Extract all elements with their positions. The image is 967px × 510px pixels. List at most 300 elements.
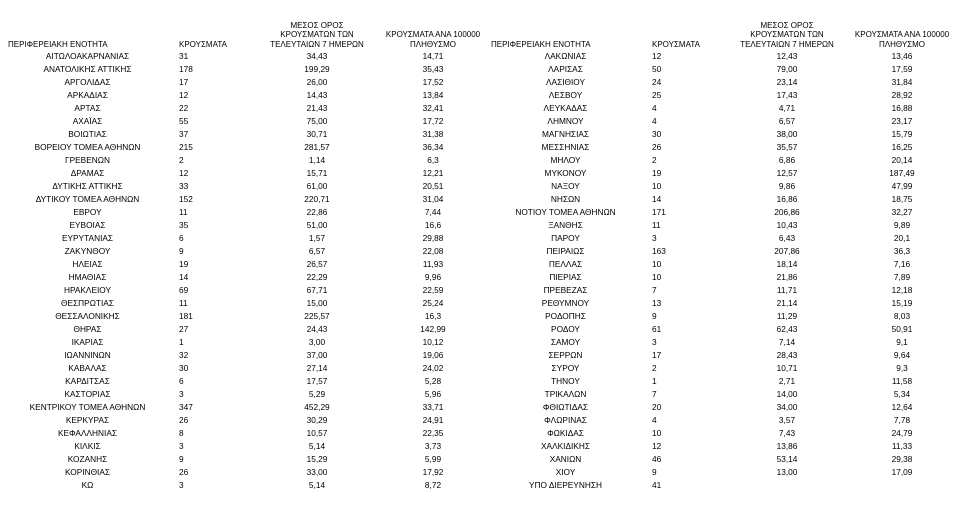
left-per-100k-cell: 12,21 — [422, 168, 444, 178]
right-per-100k-cell: 18,75 — [891, 194, 913, 204]
right-cases-cell: 10 — [652, 272, 662, 282]
right-region-name: ΝΑΞΟΥ — [551, 181, 580, 191]
left-region-name: ΕΥΡΥΤΑΝΙΑΣ — [61, 233, 114, 243]
table-row — [6, 245, 957, 258]
right-region-name: ΣΕΡΡΩΝ — [548, 350, 583, 360]
right-per-100k-cell: 16,88 — [891, 103, 913, 113]
left-avg-7day-cell: 61,00 — [306, 181, 328, 191]
left-region-name: ΒΟΡΕΙΟΥ ΤΟΜΕΑ ΑΘΗΝΩΝ — [34, 142, 141, 152]
left-region-name: ΚΟΖΑΝΗΣ — [67, 454, 108, 464]
left-region-name: ΑΡΤΑΣ — [74, 103, 101, 113]
left-region-name: ΚΟΡΙΝΘΙΑΣ — [65, 467, 110, 477]
left-cases-cell: 12 — [179, 90, 189, 100]
table-row — [6, 362, 957, 375]
left-cases-cell: 27 — [179, 324, 189, 334]
right-region-name: ΠΙΕΡΙΑΣ — [549, 272, 582, 282]
right-per-100k-cell: 28,92 — [891, 90, 913, 100]
right-cases-cell: 163 — [652, 246, 666, 256]
left-per-100k-cell: 17,92 — [422, 467, 444, 477]
table-row — [6, 440, 957, 453]
table-row — [6, 89, 957, 102]
left-cases-cell: 6 — [179, 233, 184, 243]
left-region-name: ΖΑΚΥΝΘΟΥ — [64, 246, 111, 256]
left-cases-cell: 347 — [179, 402, 193, 412]
right-cases-cell: 2 — [652, 363, 657, 373]
left-cases-cell: 8 — [179, 428, 184, 438]
left-region-name: ΓΡΕΒΕΝΩΝ — [65, 155, 110, 165]
left-region-name: ΘΕΣΠΡΩΤΙΑΣ — [61, 298, 114, 308]
table-row — [6, 323, 957, 336]
table-row — [6, 466, 957, 479]
left-avg-7day-cell: 22,86 — [306, 207, 328, 217]
right-cases-cell: 41 — [652, 480, 662, 490]
left-cases-cell: 12 — [179, 168, 189, 178]
right-region-name: ΛΑΚΩΝΙΑΣ — [544, 51, 587, 61]
left-cases-cell: 152 — [179, 194, 193, 204]
left-region-name: ΔΡΑΜΑΣ — [70, 168, 105, 178]
left-region-name: ΚΑΒΑΛΑΣ — [68, 363, 107, 373]
right-region-name: ΛΗΜΝΟΥ — [547, 116, 584, 126]
left-region-name: ΚΩ — [81, 480, 94, 490]
table-row — [6, 115, 957, 128]
right-per-100k-cell: 23,17 — [891, 116, 913, 126]
right-per-100k-cell: 7,89 — [893, 272, 911, 282]
left-per-100k-cell: 22,59 — [422, 285, 444, 295]
right-per-100k-cell: 17,09 — [891, 467, 913, 477]
right-cases-cell: 7 — [652, 389, 657, 399]
right-cases-cell: 25 — [652, 90, 662, 100]
table-row — [6, 50, 957, 63]
left-region-name: ΕΒΡΟΥ — [73, 207, 102, 217]
left-region-name: ΗΜΑΘΙΑΣ — [68, 272, 107, 282]
right-avg-7day-cell: 28,43 — [776, 350, 798, 360]
right-per-100k-cell: 5,34 — [893, 389, 911, 399]
right-avg-7day-cell: 10,43 — [776, 220, 798, 230]
left-cases-cell: 37 — [179, 129, 189, 139]
right-avg-7day-cell: 9,86 — [778, 181, 796, 191]
right-avg-7day-cell: 17,43 — [776, 90, 798, 100]
right-cases-cell: 1 — [652, 376, 657, 386]
left-avg-7day-cell: 5,29 — [308, 389, 326, 399]
right-region-name: ΡΟΔΟΠΗΣ — [545, 311, 586, 321]
left-avg-7day-cell: 75,00 — [306, 116, 328, 126]
left-region-name: ΚΕΦΑΛΛΗΝΙΑΣ — [57, 428, 118, 438]
header-cases: ΚΡΟΥΣΜΑΤΑ — [179, 39, 227, 49]
header-avg-right: ΜΕΣΟΣ ΟΡΟΣ ΚΡΟΥΣΜΑΤΩΝ ΤΩΝ ΤΕΛΕΥΤΑΙΩΝ 7 ΗΜΕΡΩΝ — [740, 20, 834, 49]
right-region-name: ΧΑΛΚΙΔΙΚΗΣ — [541, 441, 590, 451]
right-avg-7day-cell: 13,00 — [776, 467, 798, 477]
right-region-name: ΜΕΣΣΗΝΙΑΣ — [541, 142, 590, 152]
right-per-100k-cell: 9,64 — [893, 350, 911, 360]
left-per-100k-cell: 8,72 — [424, 480, 442, 490]
left-per-100k-cell: 24,02 — [422, 363, 444, 373]
right-avg-7day-cell: 207,86 — [774, 246, 800, 256]
table-row — [6, 128, 957, 141]
left-per-100k-cell: 22,35 — [422, 428, 444, 438]
table-row — [6, 219, 957, 232]
right-cases-cell: 12 — [652, 441, 662, 451]
right-per-100k-cell: 12,64 — [891, 402, 913, 412]
right-cases-cell: 10 — [652, 181, 662, 191]
right-cases-cell: 20 — [652, 402, 662, 412]
right-per-100k-cell: 7,16 — [893, 259, 911, 269]
right-cases-cell: 30 — [652, 129, 662, 139]
left-cases-cell: 181 — [179, 311, 193, 321]
left-avg-7day-cell: 21,43 — [306, 103, 328, 113]
right-per-100k-cell: 31,84 — [891, 77, 913, 87]
table-row — [6, 284, 957, 297]
left-cases-cell: 9 — [179, 454, 184, 464]
right-cases-cell: 10 — [652, 259, 662, 269]
table-row — [6, 310, 957, 323]
right-avg-7day-cell: 12,43 — [776, 51, 798, 61]
right-cases-cell: 10 — [652, 428, 662, 438]
right-avg-7day-cell: 53,14 — [776, 454, 798, 464]
right-region-name: ΠΑΡΟΥ — [551, 233, 580, 243]
right-region-name: ΠΕΙΡΑΙΩΣ — [546, 246, 585, 256]
table-row — [6, 154, 957, 167]
table-row — [6, 297, 957, 310]
right-cases-cell: 26 — [652, 142, 662, 152]
right-region-name: ΦΩΚΙΔΑΣ — [547, 428, 584, 438]
table-row — [6, 336, 957, 349]
left-region-name: ΒΟΙΩΤΙΑΣ — [68, 129, 107, 139]
right-avg-7day-cell: 34,00 — [776, 402, 798, 412]
right-region-name: ΛΕΣΒΟΥ — [548, 90, 583, 100]
right-avg-7day-cell: 38,00 — [776, 129, 798, 139]
left-cases-cell: 26 — [179, 415, 189, 425]
left-avg-7day-cell: 15,71 — [306, 168, 328, 178]
right-per-100k-cell: 9,89 — [893, 220, 911, 230]
left-region-name: ΘΕΣΣΑΛΟΝΙΚΗΣ — [55, 311, 120, 321]
left-cases-cell: 6 — [179, 376, 184, 386]
header-per-capita-right: ΚΡΟΥΣΜΑΤΑ ΑΝΑ 100000 ΠΛΗΘΥΣΜΟ — [854, 30, 950, 49]
left-region-name: ΚΙΛΚΙΣ — [74, 441, 101, 451]
right-avg-7day-cell: 7,43 — [778, 428, 796, 438]
right-region-name: ΝΟΤΙΟΥ ΤΟΜΕΑ ΑΘΗΝΩΝ — [515, 207, 616, 217]
table-row — [6, 479, 957, 492]
left-cases-cell: 19 — [179, 259, 189, 269]
right-avg-7day-cell: 14,00 — [776, 389, 798, 399]
left-cases-cell: 11 — [179, 207, 188, 217]
left-avg-7day-cell: 1,57 — [308, 233, 326, 243]
table-row — [6, 141, 957, 154]
left-avg-7day-cell: 24,43 — [306, 324, 328, 334]
left-avg-7day-cell: 281,57 — [304, 142, 330, 152]
right-avg-7day-cell: 62,43 — [776, 324, 798, 334]
right-cases-cell: 4 — [652, 116, 657, 126]
right-cases-cell: 3 — [652, 233, 657, 243]
right-cases-cell: 61 — [652, 324, 662, 334]
right-region-name: ΦΛΩΡΙΝΑΣ — [544, 415, 587, 425]
left-region-name: ΔΥΤΙΚΗΣ ΑΤΤΙΚΗΣ — [52, 181, 123, 191]
left-cases-cell: 1 — [179, 337, 184, 347]
left-avg-7day-cell: 26,00 — [306, 77, 328, 87]
left-cases-cell: 3 — [179, 389, 184, 399]
right-cases-cell: 4 — [652, 103, 657, 113]
left-per-100k-cell: 6,3 — [427, 155, 439, 165]
left-per-100k-cell: 22,08 — [422, 246, 444, 256]
right-region-name: ΧΙΟΥ — [555, 467, 576, 477]
left-region-name: ΚΕΝΤΡΙΚΟΥ ΤΟΜΕΑ ΑΘΗΝΩΝ — [29, 402, 146, 412]
right-per-100k-cell: 36,3 — [893, 246, 911, 256]
right-per-100k-cell: 7,78 — [893, 415, 911, 425]
right-avg-7day-cell: 11,29 — [776, 311, 798, 321]
right-per-100k-cell: 47,99 — [891, 181, 913, 191]
right-cases-cell: 7 — [652, 285, 657, 295]
right-per-100k-cell: 11,33 — [891, 441, 913, 451]
right-per-100k-cell: 13,46 — [891, 51, 913, 61]
left-region-name: ΑΧΑΪΑΣ — [72, 116, 103, 126]
left-avg-7day-cell: 30,71 — [306, 129, 328, 139]
table-row — [6, 271, 957, 284]
left-per-100k-cell: 3,73 — [424, 441, 442, 451]
right-region-name: ΛΑΣΙΘΙΟΥ — [546, 77, 585, 87]
right-cases-cell: 50 — [652, 64, 662, 74]
right-per-100k-cell: 9,1 — [896, 337, 908, 347]
right-region-name: ΞΑΝΘΗΣ — [548, 220, 583, 230]
left-cases-cell: 32 — [179, 350, 189, 360]
left-avg-7day-cell: 34,43 — [306, 51, 328, 61]
table-row — [6, 180, 957, 193]
right-avg-7day-cell: 6,43 — [778, 233, 796, 243]
left-per-100k-cell: 14,71 — [422, 51, 444, 61]
left-per-100k-cell: 9,96 — [424, 272, 442, 282]
right-cases-cell: 13 — [652, 298, 662, 308]
right-cases-cell: 14 — [652, 194, 662, 204]
left-avg-7day-cell: 15,29 — [306, 454, 328, 464]
left-avg-7day-cell: 220,71 — [304, 194, 330, 204]
right-region-name: ΠΡΕΒΕΖΑΣ — [543, 285, 588, 295]
left-avg-7day-cell: 26,57 — [306, 259, 328, 269]
right-region-name: ΜΑΓΝΗΣΙΑΣ — [541, 129, 590, 139]
left-per-100k-cell: 17,72 — [422, 116, 444, 126]
left-avg-7day-cell: 22,29 — [306, 272, 328, 282]
right-cases-cell: 3 — [652, 337, 657, 347]
right-region-name: ΜΥΚΟΝΟΥ — [544, 168, 587, 178]
left-region-name: ΗΡΑΚΛΕΙΟΥ — [63, 285, 112, 295]
right-region-name: ΛΕΥΚΑΔΑΣ — [543, 103, 588, 113]
right-cases-cell: 2 — [652, 155, 657, 165]
left-per-100k-cell: 31,38 — [422, 129, 444, 139]
left-avg-7day-cell: 10,57 — [306, 428, 328, 438]
right-avg-7day-cell: 11,71 — [776, 285, 798, 295]
right-avg-7day-cell: 18,14 — [776, 259, 798, 269]
left-region-name: ΙΩΑΝΝΙΝΩΝ — [64, 350, 111, 360]
left-cases-cell: 30 — [179, 363, 189, 373]
right-avg-7day-cell: 6,86 — [778, 155, 796, 165]
left-region-name: ΘΗΡΑΣ — [73, 324, 102, 334]
header-per-capita: ΚΡΟΥΣΜΑΤΑ ΑΝΑ 100000 ΠΛΗΘΥΣΜΟ — [385, 30, 481, 49]
left-avg-7day-cell: 67,71 — [306, 285, 328, 295]
left-avg-7day-cell: 5,14 — [308, 441, 326, 451]
table-row — [6, 232, 957, 245]
right-cases-cell: 4 — [652, 415, 657, 425]
table-row — [6, 414, 957, 427]
right-region-name: ΥΠΟ ΔΙΕΡΕΥΝΗΣΗ — [529, 480, 602, 490]
left-avg-7day-cell: 199,29 — [304, 64, 330, 74]
left-avg-7day-cell: 17,57 — [306, 376, 328, 386]
left-cases-cell: 55 — [179, 116, 189, 126]
left-cases-cell: 31 — [179, 51, 189, 61]
left-per-100k-cell: 33,71 — [422, 402, 444, 412]
left-cases-cell: 14 — [179, 272, 189, 282]
right-per-100k-cell: 17,59 — [891, 64, 913, 74]
right-region-name: ΜΗΛΟΥ — [550, 155, 581, 165]
right-avg-7day-cell: 21,86 — [776, 272, 798, 282]
right-per-100k-cell: 15,19 — [891, 298, 913, 308]
right-avg-7day-cell: 3,57 — [778, 415, 796, 425]
left-cases-cell: 9 — [179, 246, 184, 256]
right-avg-7day-cell: 206,86 — [774, 207, 800, 217]
left-region-name: ΑΝΑΤΟΛΙΚΗΣ ΑΤΤΙΚΗΣ — [43, 64, 132, 74]
right-avg-7day-cell: 21,14 — [776, 298, 798, 308]
right-cases-cell: 12 — [652, 51, 662, 61]
left-cases-cell: 3 — [179, 480, 184, 490]
left-per-100k-cell: 5,96 — [424, 389, 442, 399]
right-region-name: ΤΡΙΚΑΛΩΝ — [544, 389, 587, 399]
left-avg-7day-cell: 27,14 — [306, 363, 328, 373]
table-row — [6, 401, 957, 414]
left-avg-7day-cell: 15,00 — [306, 298, 328, 308]
left-per-100k-cell: 5,99 — [424, 454, 442, 464]
left-region-name: ΑΡΚΑΔΙΑΣ — [67, 90, 108, 100]
table-row — [6, 375, 957, 388]
left-per-100k-cell: 17,52 — [422, 77, 444, 87]
right-avg-7day-cell: 13,86 — [776, 441, 798, 451]
right-avg-7day-cell — [727, 479, 847, 492]
right-avg-7day-cell: 79,00 — [776, 64, 798, 74]
right-region-name: ΦΘΙΩΤΙΔΑΣ — [542, 402, 589, 412]
table-row — [6, 167, 957, 180]
left-cases-cell: 69 — [179, 285, 189, 295]
left-region-name: ΗΛΕΙΑΣ — [72, 259, 103, 269]
right-avg-7day-cell: 35,57 — [776, 142, 798, 152]
right-cases-cell: 46 — [652, 454, 662, 464]
table-row — [6, 349, 957, 362]
right-per-100k-cell: 15,79 — [891, 129, 913, 139]
table-row — [6, 258, 957, 271]
left-per-100k-cell: 25,24 — [422, 298, 444, 308]
header-avg: ΜΕΣΟΣ ΟΡΟΣ ΚΡΟΥΣΜΑΤΩΝ ΤΩΝ ΤΕΛΕΥΤΑΙΩΝ 7 ΗΜΕΡΩΝ — [270, 20, 364, 49]
left-per-100k-cell: 10,12 — [422, 337, 444, 347]
left-cases-cell: 17 — [179, 77, 189, 87]
left-region-name: ΙΚΑΡΙΑΣ — [71, 337, 104, 347]
table-row — [6, 427, 957, 440]
left-per-100k-cell: 11,93 — [422, 259, 444, 269]
right-avg-7day-cell: 10,71 — [776, 363, 798, 373]
left-cases-cell: 3 — [179, 441, 184, 451]
left-per-100k-cell: 19,06 — [422, 350, 444, 360]
right-region-name: ΝΗΣΩΝ — [550, 194, 581, 204]
left-per-100k-cell: 16,3 — [424, 311, 442, 321]
left-per-100k-cell: 20,51 — [422, 181, 444, 191]
right-per-100k-cell: 11,58 — [891, 376, 913, 386]
right-per-100k-cell: 9,3 — [896, 363, 908, 373]
left-region-name: ΑΡΓΟΛΙΔΑΣ — [64, 77, 111, 87]
left-per-100k-cell: 24,91 — [422, 415, 444, 425]
right-region-name: ΡΕΘΥΜΝΟΥ — [541, 298, 590, 308]
left-region-name: ΕΥΒΟΙΑΣ — [69, 220, 106, 230]
right-avg-7day-cell: 16,86 — [776, 194, 798, 204]
left-per-100k-cell: 13,84 — [422, 90, 444, 100]
right-avg-7day-cell: 7,14 — [778, 337, 796, 347]
left-avg-7day-cell: 37,00 — [306, 350, 328, 360]
header-cases-right: ΚΡΟΥΣΜΑΤΑ — [652, 39, 700, 49]
left-cases-cell: 2 — [179, 155, 184, 165]
left-region-name: ΚΕΡΚΥΡΑΣ — [65, 415, 110, 425]
left-region-name: ΑΙΤΩΛΟΑΚΑΡΝΑΝΙΑΣ — [45, 51, 130, 61]
left-cases-cell: 22 — [179, 103, 189, 113]
left-avg-7day-cell: 51,00 — [306, 220, 328, 230]
left-cases-cell: 11 — [179, 298, 188, 308]
table-row — [6, 102, 957, 115]
left-cases-cell: 33 — [179, 181, 189, 191]
right-avg-7day-cell: 2,71 — [778, 376, 796, 386]
right-avg-7day-cell: 12,57 — [776, 168, 798, 178]
left-per-100k-cell: 142,99 — [420, 324, 446, 334]
left-avg-7day-cell: 1,14 — [308, 155, 326, 165]
left-avg-7day-cell: 33,00 — [306, 467, 328, 477]
right-region-name: ΣΥΡΟΥ — [551, 363, 580, 373]
cases-table — [6, 11, 957, 492]
left-avg-7day-cell: 30,29 — [306, 415, 328, 425]
table-row — [6, 193, 957, 206]
left-per-100k-cell: 29,88 — [422, 233, 444, 243]
left-cases-cell: 35 — [179, 220, 189, 230]
table-row — [6, 206, 957, 219]
right-region-name: ΛΑΡΙΣΑΣ — [548, 64, 583, 74]
right-cases-cell: 19 — [652, 168, 662, 178]
right-per-100k-cell: 20,14 — [891, 155, 913, 165]
right-region-name: ΧΑΝΙΩΝ — [549, 454, 582, 464]
left-per-100k-cell: 36,34 — [422, 142, 444, 152]
table-row — [6, 388, 957, 401]
left-cases-cell: 178 — [179, 64, 193, 74]
right-per-100k-cell: 16,25 — [891, 142, 913, 152]
table-row — [6, 453, 957, 466]
right-cases-cell: 11 — [652, 220, 661, 230]
left-per-100k-cell: 31,04 — [422, 194, 444, 204]
left-region-name: ΚΑΡΔΙΤΣΑΣ — [65, 376, 110, 386]
right-per-100k-cell: 187,49 — [889, 168, 915, 178]
right-cases-cell: 171 — [652, 207, 666, 217]
right-per-100k-cell: 32,27 — [891, 207, 913, 217]
left-avg-7day-cell: 5,14 — [308, 480, 326, 490]
right-per-100k-cell: 24,79 — [891, 428, 913, 438]
left-region-name: ΚΑΣΤΟΡΙΑΣ — [64, 389, 111, 399]
right-per-100k-cell: 29,38 — [891, 454, 913, 464]
right-region-name: ΠΕΛΛΑΣ — [548, 259, 583, 269]
table-row — [6, 76, 957, 89]
right-per-100k-cell: 12,18 — [891, 285, 913, 295]
left-avg-7day-cell: 6,57 — [308, 246, 326, 256]
right-avg-7day-cell: 6,57 — [778, 116, 796, 126]
right-cases-cell: 17 — [652, 350, 662, 360]
right-avg-7day-cell: 4,71 — [778, 103, 796, 113]
left-avg-7day-cell: 14,43 — [306, 90, 328, 100]
left-cases-cell: 26 — [179, 467, 189, 477]
left-avg-7day-cell: 3,00 — [308, 337, 326, 347]
left-avg-7day-cell: 225,57 — [304, 311, 330, 321]
header-row — [6, 11, 957, 50]
right-region-name: ΡΟΔΟΥ — [551, 324, 580, 334]
right-avg-7day-cell: 23,14 — [776, 77, 798, 87]
left-per-100k-cell: 5,28 — [424, 376, 442, 386]
right-region-name: ΤΗΝΟΥ — [551, 376, 580, 386]
right-region-name: ΣΑΜΟΥ — [550, 337, 581, 347]
right-per-100k-cell: 20,1 — [893, 233, 911, 243]
